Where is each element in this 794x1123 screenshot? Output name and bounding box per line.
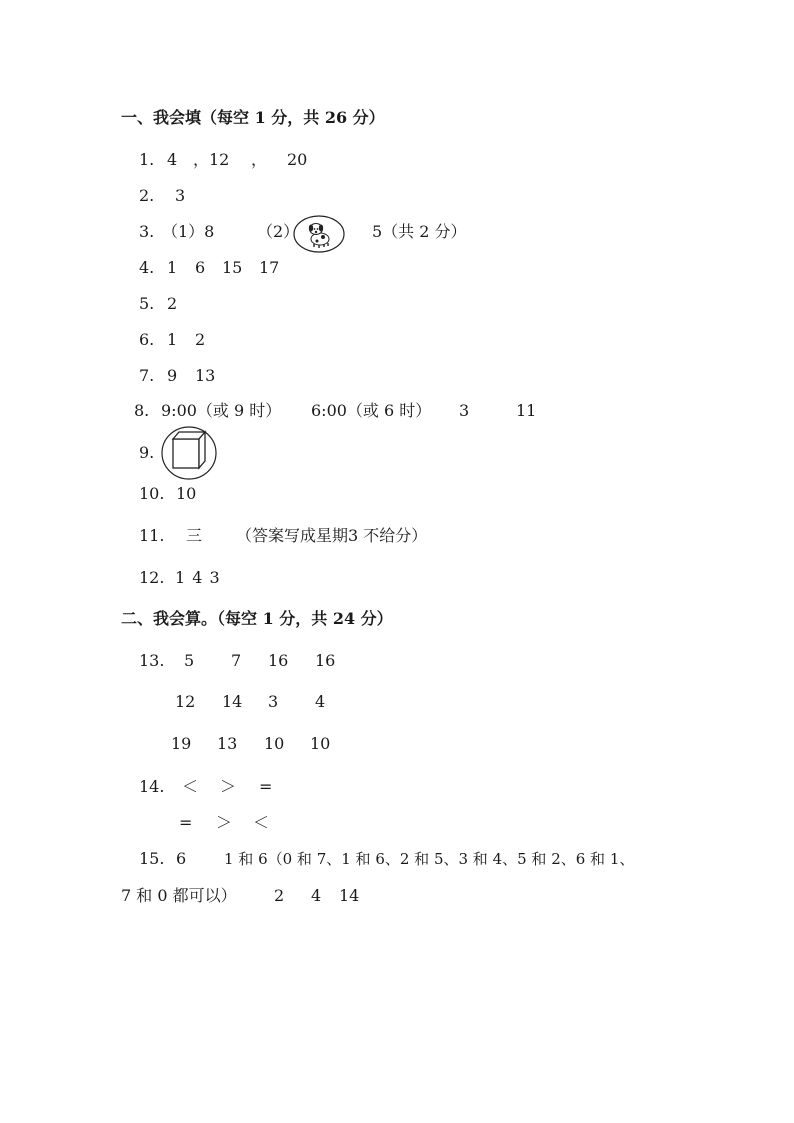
answer-value: 19 — [171, 734, 192, 753]
answer-value: 1 和 6（0 和 7、1 和 6、2 和 5、3 和 4、5 和 2、6 和 1、 — [224, 850, 635, 868]
answer-value: 13 — [217, 734, 238, 753]
question-number: 10. — [139, 484, 165, 503]
answer-separator: ， — [251, 150, 268, 169]
comparison-sign: = — [179, 813, 193, 832]
answer-value: 4 — [167, 150, 178, 169]
answer-value: 5 — [184, 651, 195, 670]
answer-value: 1 — [167, 330, 178, 349]
section-1-heading: 一、我会填（每空 1 分，共 26 分） — [121, 108, 385, 127]
question-number: 6. — [139, 330, 155, 349]
question-number: 2. — [139, 186, 155, 205]
answer-value: 1 4 3 — [175, 568, 220, 587]
answer-value: 4 — [311, 886, 322, 905]
answer-value: 16 — [315, 651, 336, 670]
answer-value: 6:00（或 6 时） — [311, 401, 432, 420]
answer-value: 7 — [231, 651, 242, 670]
answer-value: 9:00（或 9 时） — [161, 401, 282, 420]
answer-value: 20 — [287, 150, 308, 169]
answer-value: 7 和 0 都可以） — [121, 886, 237, 905]
question-number: 4. — [139, 258, 155, 277]
answer-value: ，12 — [193, 150, 230, 169]
answer-value: 13 — [195, 366, 216, 385]
question-number: 3. — [139, 222, 155, 241]
answer-value: 3 — [175, 186, 186, 205]
answer-value: 14 — [339, 886, 360, 905]
cuboid-icon — [160, 425, 218, 481]
answer-value: 6 — [176, 849, 187, 868]
answer-value: 10 — [176, 484, 197, 503]
comparison-sign: ＜ — [182, 777, 199, 796]
answer-value: 16 — [268, 651, 289, 670]
answer-note: （答案写成星期3 不给分） — [236, 526, 428, 545]
answer-value: 4 — [315, 692, 326, 711]
answer-value: 10 — [264, 734, 285, 753]
comparison-sign: ＞ — [216, 813, 233, 832]
question-number: 12. — [139, 568, 165, 587]
comparison-sign: = — [259, 777, 273, 796]
answer-value: 12 — [175, 692, 196, 711]
answer-value: 6 — [195, 258, 206, 277]
question-number: 5. — [139, 294, 155, 313]
answer-value: 2 — [167, 294, 178, 313]
question-number: 11. — [139, 526, 165, 545]
answer-value: 5（共 2 分） — [372, 222, 467, 241]
dog-icon — [292, 214, 346, 254]
answer-value: 2 — [195, 330, 206, 349]
answer-value: 14 — [222, 692, 243, 711]
question-number: 8. — [134, 401, 150, 420]
answer-label: （2） — [257, 222, 300, 241]
answer-value: 15 — [222, 258, 243, 277]
answer-value: 9 — [167, 366, 178, 385]
question-number: 1. — [139, 150, 155, 169]
answer-value: （1）8 — [162, 222, 215, 241]
answer-value: 3 — [268, 692, 279, 711]
question-number: 15. — [139, 849, 165, 868]
answer-value: 10 — [310, 734, 331, 753]
question-number: 9. — [139, 443, 155, 462]
answer-value: 3 — [459, 401, 470, 420]
section-2-heading: 二、我会算。（每空 1 分，共 24 分） — [121, 609, 393, 628]
question-number: 14. — [139, 777, 165, 796]
question-number: 7. — [139, 366, 155, 385]
comparison-sign: ＜ — [253, 813, 270, 832]
comparison-sign: ＞ — [220, 777, 237, 796]
answer-value: 2 — [274, 886, 285, 905]
answer-value: 11 — [516, 401, 537, 420]
answer-value: 17 — [259, 258, 280, 277]
answer-value: 三 — [186, 526, 203, 545]
answer-value: 1 — [167, 258, 178, 277]
question-number: 13. — [139, 651, 165, 670]
